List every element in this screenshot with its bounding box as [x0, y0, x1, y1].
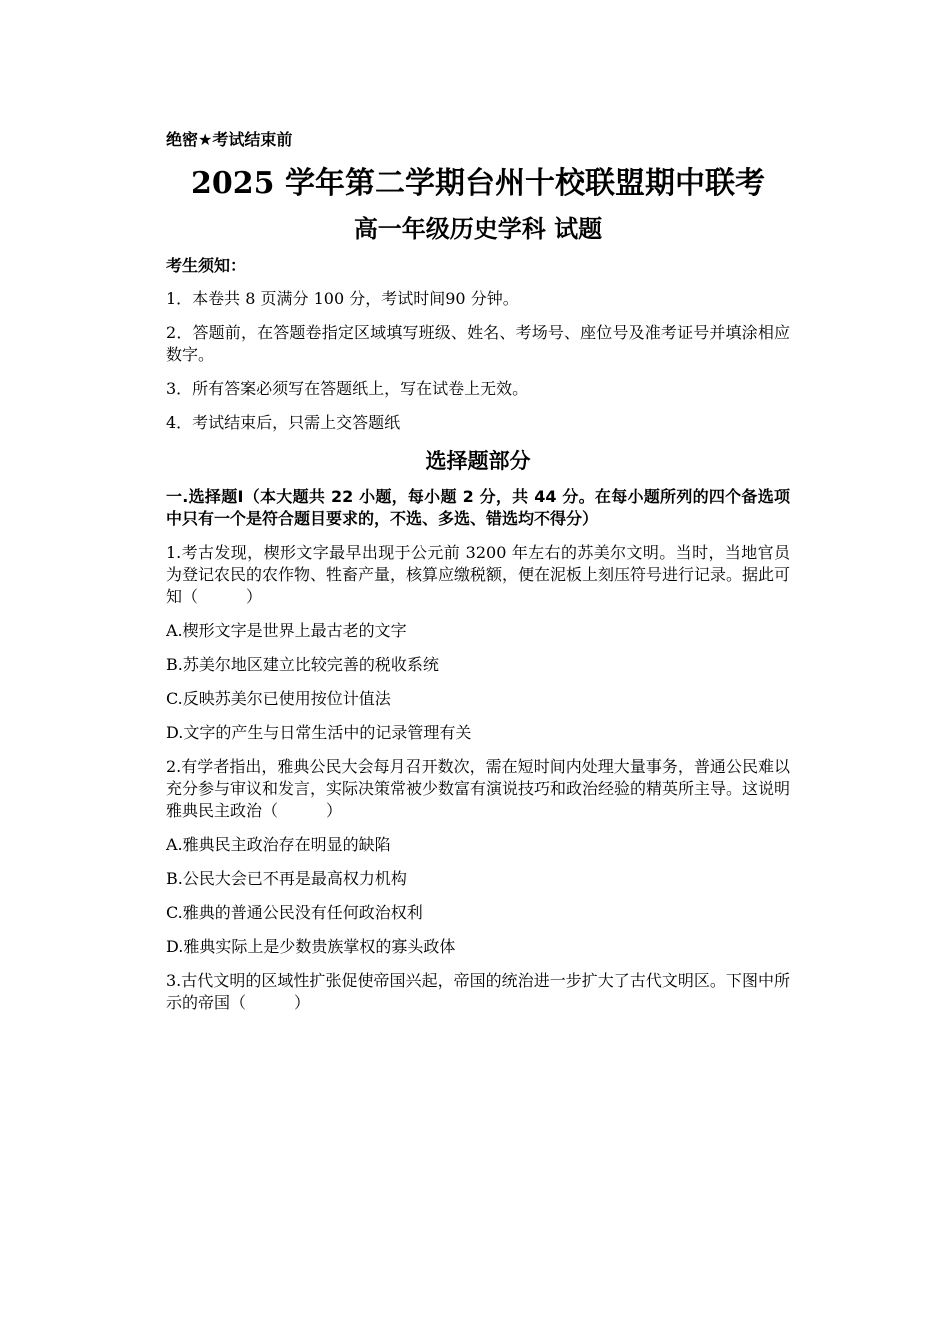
- question-3-stem: 3.古代文明的区域性扩张促使帝国兴起，帝国的统治进一步扩大了古代文明区。下图中所示的帝国（ ）: [166, 971, 790, 1012]
- question-2-option-b: B.公民大会已不再是最高权力机构: [166, 869, 407, 888]
- question-1-option-a: A.楔形文字是世界上最古老的文字: [166, 621, 407, 640]
- question-2-stem: 2.有学者指出，雅典公民大会每月召开数次，需在短时间内处理大量事务，普通公民难以充分参与审议和发言，实际决策常被少数富有演说技巧和政治经验的精英所主导。这说明雅典民主政治（ ）: [166, 757, 791, 820]
- secret-label: 绝密★考试结束前: [166, 130, 293, 149]
- exam-subtitle: 高一年级历史学科 试题: [353, 215, 603, 243]
- question-2-option-d: D.雅典实际上是少数贵族掌权的寡头政体: [166, 937, 456, 956]
- exam-page: [166, 128, 790, 1026]
- notice-heading: 考生须知：: [166, 256, 247, 275]
- question-1-option-c: C.反映苏美尔已使用按位计值法: [166, 689, 391, 708]
- notice-item-3: 3．所有答案必须写在答题纸上，写在试卷上无效。: [166, 379, 529, 398]
- question-2-option-a: A.雅典民主政治存在明显的缺陷: [166, 835, 391, 854]
- section-title: 选择题部分: [425, 449, 531, 473]
- notice-item-4: 4．考试结束后，只需上交答题纸: [166, 413, 401, 432]
- question-1-option-b: B.苏美尔地区建立比较完善的税收系统: [166, 655, 439, 674]
- notice-item-2: 2．答题前，在答题卷指定区域填写班级、姓名、考场号、座位号及准考证号并填涂相应数字。: [166, 323, 790, 364]
- exam-title: 2025 学年第二学期台州十校联盟期中联考: [191, 166, 765, 201]
- part-heading: 一.选择题Ⅰ（本大题共 22 小题，每小题 2 分，共 44 分。在每小题所列的四个备选项中只有一个是符合题目要求的，不选、多选、错选均不得分）: [166, 487, 790, 528]
- notice-item-1: 1．本卷共 8 页满分 100 分，考试时间90 分钟。: [166, 289, 519, 308]
- question-1-option-d: D.文字的产生与日常生活中的记录管理有关: [166, 723, 472, 742]
- question-1-stem: 1.考古发现，楔形文字最早出现于公元前 3200 年左右的苏美尔文明。当时，当地官员为登记农民的农作物、牲畜产量，核算应缴税额，便在泥板上刻压符号进行记录。据此可知（ ）: [166, 543, 791, 606]
- question-2-option-c: C.雅典的普通公民没有任何政治权利: [166, 903, 423, 922]
